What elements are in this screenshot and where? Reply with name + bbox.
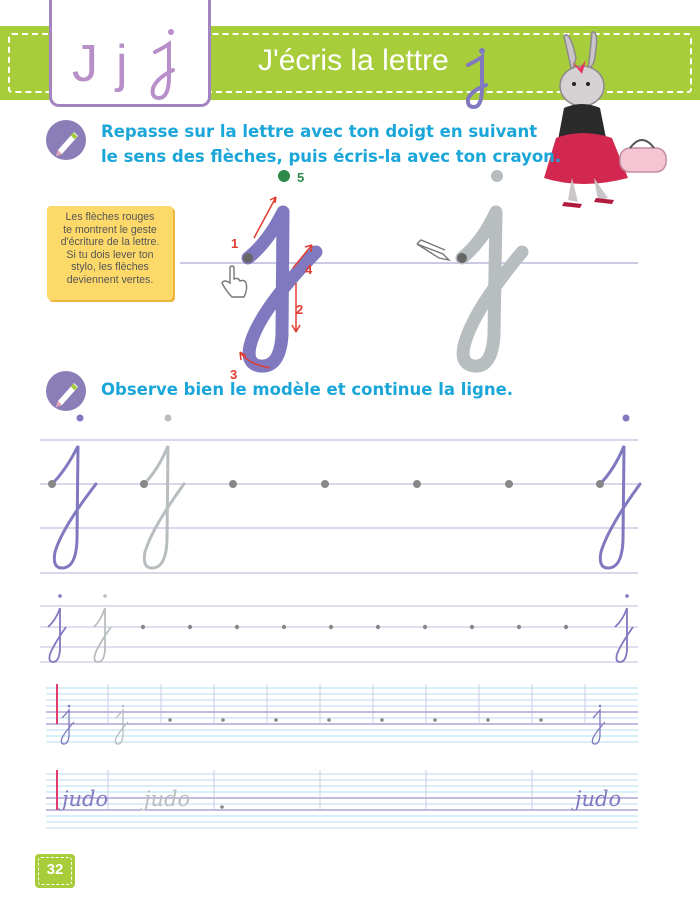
- hint-line: stylo, les flèches: [71, 261, 149, 274]
- finger-icon: [216, 265, 252, 301]
- instruction-step2: Observe bien le modèle et continue la ligne.: [101, 380, 514, 399]
- pencil-icon: [415, 238, 455, 262]
- hint-line: Les flèches rouges: [65, 211, 155, 223]
- stroke-number-3: 3: [230, 367, 238, 382]
- practice-line-medium: [0, 590, 700, 665]
- hint-line: te montrent le geste: [63, 223, 157, 236]
- page-number: 32: [46, 861, 64, 878]
- model-word: judo: [62, 787, 109, 811]
- practice-line-large: [0, 405, 700, 580]
- stroke-number-2: 2: [296, 302, 304, 317]
- lowercase-letter: j: [116, 35, 128, 93]
- hint-line: d'écriture de la lettre.: [60, 236, 160, 249]
- instruction-step1-line1: Repasse sur la lettre avec ton doigt en suivant: [101, 122, 538, 141]
- title-cursive-letter: [462, 47, 496, 111]
- hint-line: Si tu dois lever ton: [66, 248, 154, 261]
- pencil-icon: [46, 120, 86, 160]
- seyes-line-letters: [0, 680, 700, 750]
- tracing-word: judo: [144, 787, 191, 811]
- stroke-number-4: 4: [305, 262, 313, 277]
- cursive-letter: [145, 26, 189, 102]
- instruction-step1-line2: le sens des flèches, puis écris-la avec ton crayon.: [101, 147, 562, 166]
- hint-line: deviennent vertes.: [66, 273, 154, 286]
- stroke-number-5: 5: [297, 170, 305, 185]
- page-title: J'écris la lettre: [258, 44, 449, 77]
- model-word-end: judo: [575, 787, 622, 811]
- stroke-number-1: 1: [231, 236, 239, 251]
- uppercase-letter: J: [72, 35, 98, 93]
- tracing-model-area: [0, 160, 700, 380]
